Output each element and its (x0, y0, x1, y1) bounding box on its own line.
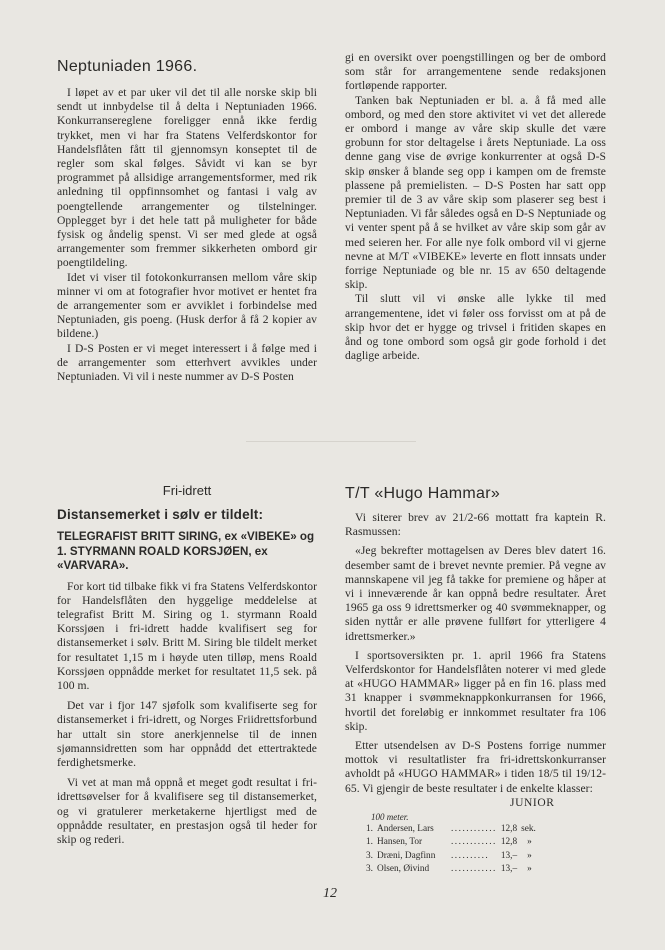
result-value: 13,– (500, 864, 518, 875)
article-title: T/T «Hugo Hammar» (345, 485, 501, 502)
result-value: 12,8 (500, 823, 518, 834)
quoted-letter: «Jeg bekrefter mottagelsen av Deres blev datert 16. desember samt de i brevet nevnte premier. På vegne av mannskapene vil jeg få takke for premiene og håper at vi i inneværende år kan oppnå bedre resultater. Året 1965 ga oss 9 idrettsmerker og 40 svømmeknapper, og siden nyttår er alle prøvene fullført for ytterligere 4 idrettsmerker.» (345, 544, 606, 643)
paragraph: Vi siterer brev av 21/2-66 mottatt fra kaptein R. Rasmussen: (345, 511, 606, 539)
leader-dots: .......... (450, 850, 490, 861)
section-divider (246, 441, 416, 442)
result-unit: » (527, 837, 532, 848)
paragraph: Til slutt vil vi ønske alle lykke til med arrangementene, idet vi føler oss forvisst om at på de skip hvor det er hygge og trivsel i fritiden skapes en ånd og tone ombord som også gir gode forhold i det daglige arbeide. (345, 292, 606, 363)
neptuniaden-right-column (345, 51, 606, 363)
section-heading: Fri-idrett (162, 483, 212, 498)
place: 1. (366, 837, 373, 848)
athlete-name: Andersen, Lars (376, 823, 434, 834)
paragraph: Etter utsendelsen av D-S Postens forrige nummer mottok vi resultatlister fra fri-idrettskonkurranser avholdt på «HUGO HAMMAR» i tiden 18/5 til 19/12-65. Vi gjengir de beste resultater i de enkelte klasser: (345, 739, 606, 795)
result-value: 12,8 (500, 837, 518, 848)
athlete-name: Olsen, Øivind (376, 864, 430, 875)
neptuniaden-left-column (57, 58, 317, 384)
leader-dots: ............ (450, 864, 497, 875)
place: 3. (366, 850, 373, 861)
leader-dots: ............ (450, 823, 497, 834)
page-number: 12 (323, 886, 337, 901)
fri-idrett-column (57, 483, 317, 847)
leader-dots: ............ (450, 837, 497, 848)
article-title: Neptuniaden 1966. (57, 58, 198, 75)
place: 1. (366, 823, 373, 834)
result-unit: sek. (521, 823, 536, 834)
hugo-hammar-column (345, 485, 606, 796)
award-recipients: TELEGRAFIST BRITT SIRING, ex «VIBEKE» og 1. STYRMANN ROALD KORSJØEN, ex «VARVARA». (57, 530, 315, 572)
paragraph: Vi vet at man må oppnå et meget godt resultat i fri-idrettsøvelser for å kvalifisere seg til distansemerket, og vi gratulerer merketakerne hjertligst med de oppnådde resultater, en prestasjon også til heder for skip og rederi. (57, 776, 317, 846)
table-row (366, 836, 540, 850)
paragraph: I sportsoversikten pr. 1. april 1966 fra Statens Velferdskontor for Handelsflåten noterer vi med glede at «HUGO HAMMAR» ligger på en fin 16. plass med 31 knapper i svømmeknappkonkurransen for 1966, hvortil det foreløbig er innkommet resultater fra 106 skip. (345, 648, 606, 733)
athlete-name: Hansen, Tor (376, 837, 423, 848)
results-class-heading: JUNIOR (510, 797, 555, 809)
athlete-name: Dræni, Dagfinn (376, 850, 436, 861)
paragraph: Det var i fjor 147 sjøfolk som kvalifiserte seg for distansemerket i fri-idrett, og Norges Friidrettsforbund har uttalt sin store anerkjennelse til de innen sjømannsidretten som har oppnådd det ettertraktede ferdighetsmerke. (57, 699, 317, 769)
result-unit: » (527, 850, 532, 861)
result-unit: » (527, 864, 532, 875)
place: 3. (366, 864, 373, 875)
paragraph: I D-S Posten er vi meget interessert i å følge med i de arrangementer som etterhvert avvikles under Neptuniaden. Vi vil i neste nummer av D-S Posten (57, 341, 317, 384)
paragraph: Tanken bak Neptuniaden er bl. a. å få med alle ombord, og med den store aktivitet vi vet det allerede er ombord i mange av våre skip skulle det være grobunn for stor deltagelse i årets Neptuniade. La oss denne gang vise de øvrige konkurrenter at også D-S skip ønsker å blande seg opp i kampen om de fremste plassene på premielisten. – D-S Posten har satt opp premier til de 3 av våre skip som plaserer seg best i Neptuniaden. Vi får således også en D-S Neptuniade og vi venter spent på å se hvilket av våre skip som går av med seieren her. For alle nye folk ombord vil vi gjerne nevne at M/T «VIBEKE» leverte en flott innsats under forrige Neptuniade og ble nr. 15 av 650 deltagende skip. (345, 93, 606, 292)
paragraph: I løpet av et par uker vil det til alle norske skip bli sendt ut innbydelse til å delta i Neptuniaden 1966. Konkurransereglene foreligger ennå ikke ferdig trykket, men vi har fra Statens Velferdskontor for Handelsflåten fått til gjennomsyn konseptet til de regler som skal følges. Såvidt vi kan se byr programmet på allsidige arrangementsformer, med rik anledning til oppfinnsomhet og fantasi i valg av poengtellende arrangementer og tilstelninger. Opplegget byr i det hele tatt på muligheter for både fysisk og åndelig spenst. Vi ser med glede at også arrangementer som fremmer sikkerheten ombord gir poengtildeling. (57, 86, 317, 270)
table-row (366, 822, 540, 836)
results-table (366, 822, 540, 876)
results-event: 100 meter. (371, 812, 409, 822)
paragraph: For kort tid tilbake fikk vi fra Statens Velferdskontor for Handelsflåten den hyggelige meddelelse at telegrafist Britt M. Siring og 1. styrmann Roald Korssjøen i fri-idrett hadde kvalifisert seg for distansemerket i sølv. Britt M. Siring ble tildelt merket for resultatet 1,15 m i høyde uten tilløp, mens Roald Korssjøen oppnådde merket for resultatet 11,5 sek. på 100 m. (57, 579, 317, 692)
result-value: 13,– (500, 850, 518, 861)
article-subtitle: Distansemerket i sølv er tildelt: (57, 507, 264, 522)
paragraph: gi en oversikt over poengstillingen og ber de ombord som står for arrangementene sende redaksjonen fortløpende rapporter. (345, 51, 606, 93)
paragraph: Idet vi viser til fotokonkurransen mellom våre skip minner vi om at fotografier hvor motivet er hentet fra de arrangementer som er avviklet i forbindelse med Neptuniaden, gis poeng. (Husk derfor å få 2 kopier av bildene.) (57, 270, 317, 341)
table-row (366, 863, 540, 877)
table-row (366, 849, 540, 863)
